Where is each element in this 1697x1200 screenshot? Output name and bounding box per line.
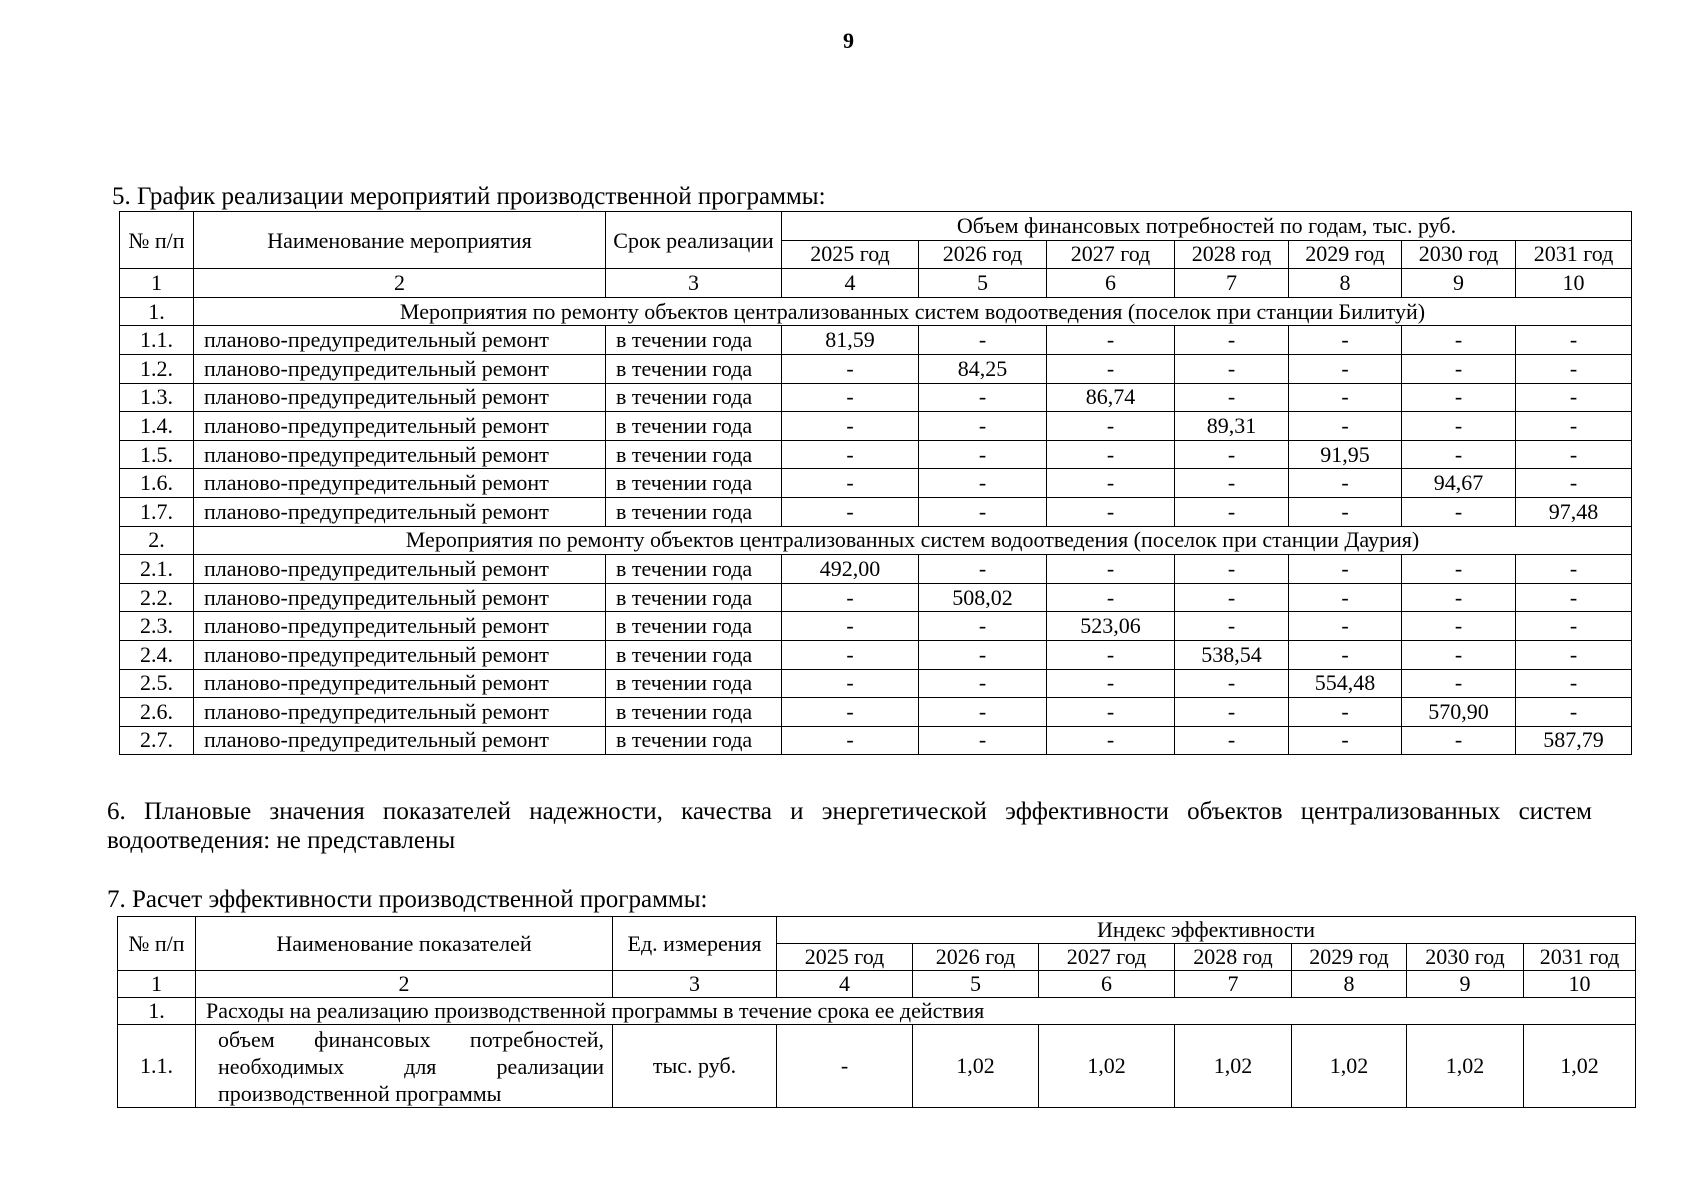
row-num: 2.2. [120,583,194,612]
row-term: в течении года [606,383,782,412]
row-term: в течении года [606,640,782,669]
row-value: - [1516,469,1632,498]
row-name: планово-предупредительный ремонт [194,726,606,755]
row-term: в течении года [606,354,782,383]
row-value: - [782,412,919,441]
row-value: - [1289,726,1402,755]
row-value: - [1175,326,1289,355]
row-term: в течении года [606,469,782,498]
table-header-row [118,917,1636,944]
row-value: - [1047,440,1175,469]
row-value: - [1289,326,1402,355]
header-year: 2025 год [782,240,919,269]
table-row [120,497,1632,526]
row-value: - [1516,640,1632,669]
row-term: в течении года [606,326,782,355]
row-value: - [1402,640,1516,669]
schedule-table [119,211,1632,755]
column-number: 1 [120,269,194,298]
row-value: - [1402,583,1516,612]
row-value: - [1175,612,1289,641]
table-row [120,412,1632,441]
page-number: 9 [843,28,854,53]
column-number: 5 [919,269,1047,298]
column-number: 7 [1175,971,1292,998]
row-value: 86,74 [1047,383,1175,412]
row-value: - [1289,469,1402,498]
row-value: - [782,726,919,755]
column-number: 7 [1175,269,1289,298]
header-year: 2025 год [777,944,913,971]
row-value: 554,48 [1289,669,1402,698]
efficiency-table [117,916,1636,1108]
group-num: 1. [118,998,196,1025]
row-value: - [1289,383,1402,412]
column-number: 8 [1292,971,1407,998]
table-row [120,326,1632,355]
row-value: - [1175,583,1289,612]
header-name: Наименование показателей [196,917,613,971]
header-year: 2026 год [919,240,1047,269]
row-name: планово-предупредительный ремонт [194,326,606,355]
row-value: - [1289,354,1402,383]
row-value: 91,95 [1289,440,1402,469]
row-value: 570,90 [1402,698,1516,727]
row-value: - [1047,326,1175,355]
row-value: - [919,612,1047,641]
row-term: в течении года [606,497,782,526]
row-value: - [1175,726,1289,755]
row-num: 2.4. [120,640,194,669]
row-value: - [782,612,919,641]
row-num: 1.1. [118,1025,196,1108]
row-value: - [1175,383,1289,412]
row-value: - [1289,412,1402,441]
row-value: - [1402,326,1516,355]
row-value: 1,02 [1524,1025,1636,1108]
section-7-heading: 7. Расчет эффективности производственной программы: [107,886,708,913]
table-row [118,1025,1636,1108]
row-value: - [1047,698,1175,727]
row-value: 1,02 [1407,1025,1524,1108]
row-value: - [1516,555,1632,584]
row-name: планово-предупредительный ремонт [194,555,606,584]
row-num: 2.6. [120,698,194,727]
row-num: 1.3. [120,383,194,412]
header-year: 2028 год [1175,944,1292,971]
row-value: - [1289,698,1402,727]
row-value: - [782,354,919,383]
row-value: - [1402,497,1516,526]
column-number: 3 [613,971,777,998]
header-year: 2031 год [1524,944,1636,971]
row-value: - [919,640,1047,669]
row-value: - [1516,383,1632,412]
column-number: 3 [606,269,782,298]
table-row [120,698,1632,727]
group-title: Мероприятия по ремонту объектов централизованных систем водоотведения (поселок при станции Билитуй) [194,297,1632,326]
row-term: в течении года [606,698,782,727]
row-term: в течении года [606,555,782,584]
column-number: 2 [196,971,613,998]
row-value: - [1047,412,1175,441]
table-row [120,440,1632,469]
row-value: - [919,669,1047,698]
row-name: планово-предупредительный ремонт [194,669,606,698]
row-value: - [782,640,919,669]
row-value: - [1516,612,1632,641]
group-row [118,998,1636,1025]
row-value: - [782,383,919,412]
row-term: в течении года [606,726,782,755]
header-year: 2030 год [1402,240,1516,269]
row-value: - [777,1025,913,1108]
table-row [120,612,1632,641]
table-header-row [120,212,1632,241]
row-value: 1,02 [913,1025,1039,1108]
table-row [120,669,1632,698]
row-value: - [919,497,1047,526]
column-number: 6 [1047,269,1175,298]
row-value: - [1175,440,1289,469]
row-num: 1.1. [120,326,194,355]
row-value: - [1047,354,1175,383]
row-value: 508,02 [919,583,1047,612]
row-value: - [1047,469,1175,498]
row-value: - [1175,698,1289,727]
row-value: - [919,469,1047,498]
row-term: в течении года [606,612,782,641]
row-value: - [782,698,919,727]
header-year: 2031 год [1516,240,1632,269]
row-value: - [1402,726,1516,755]
row-value: - [1516,440,1632,469]
row-value: - [919,698,1047,727]
column-number: 10 [1516,269,1632,298]
row-value: - [1402,354,1516,383]
column-number: 6 [1039,971,1175,998]
row-value: - [1516,326,1632,355]
row-name: планово-предупредительный ремонт [194,583,606,612]
table-row [120,383,1632,412]
row-value: - [1289,583,1402,612]
row-name: планово-предупредительный ремонт [194,640,606,669]
table-row [120,555,1632,584]
row-term: в течении года [606,440,782,469]
row-value: 538,54 [1175,640,1289,669]
row-value: 89,31 [1175,412,1289,441]
row-value: - [1289,640,1402,669]
row-value: 84,25 [919,354,1047,383]
table-row [120,726,1632,755]
row-name: планово-предупредительный ремонт [194,354,606,383]
row-value: 492,00 [782,555,919,584]
row-value: 1,02 [1175,1025,1292,1108]
row-value: - [919,383,1047,412]
header-year: 2028 год [1175,240,1289,269]
row-value: - [1289,497,1402,526]
column-number: 10 [1524,971,1636,998]
header-year: 2027 год [1039,944,1175,971]
header-num: № п/п [118,917,196,971]
group-title: Мероприятия по ремонту объектов централизованных систем водоотведения (поселок при станции Даурия) [194,526,1632,555]
row-value: - [782,440,919,469]
row-value: - [1175,497,1289,526]
row-value: - [1516,354,1632,383]
row-value: - [1175,469,1289,498]
row-value: 1,02 [1039,1025,1175,1108]
table-row [120,583,1632,612]
group-title: Расходы на реализацию производственной программы в течение срока ее действия [196,998,1636,1025]
column-number-row [118,971,1636,998]
row-term: в течении года [606,583,782,612]
row-value: 587,79 [1516,726,1632,755]
header-unit: Ед. измерения [613,917,777,971]
row-name: планово-предупредительный ремонт [194,698,606,727]
row-name: объем финансовых потребностей, необходимых для реализации производственной программы [196,1025,613,1108]
row-name: планово-предупредительный ремонт [194,612,606,641]
row-term: в течении года [606,412,782,441]
row-value: - [919,726,1047,755]
row-num: 2.3. [120,612,194,641]
row-value: - [1516,412,1632,441]
header-year: 2029 год [1292,944,1407,971]
row-value: - [1402,669,1516,698]
row-num: 2.7. [120,726,194,755]
header-finance: Объем финансовых потребностей по годам, тыс. руб. [782,212,1632,241]
row-value: - [782,583,919,612]
row-num: 1.6. [120,469,194,498]
row-name: планово-предупредительный ремонт [194,497,606,526]
row-name: планово-предупредительный ремонт [194,383,606,412]
row-value: - [1047,669,1175,698]
column-number: 9 [1407,971,1524,998]
group-row [120,297,1632,326]
header-year: 2030 год [1407,944,1524,971]
row-value: 81,59 [782,326,919,355]
column-number: 9 [1402,269,1516,298]
column-number-row [120,269,1632,298]
row-value: - [1175,669,1289,698]
table-row [120,640,1632,669]
row-value: - [919,326,1047,355]
row-num: 1.5. [120,440,194,469]
column-number: 1 [118,971,196,998]
row-unit: тыс. руб. [613,1025,777,1108]
row-value: - [1047,726,1175,755]
row-value: - [1516,698,1632,727]
row-value: - [1047,555,1175,584]
header-term: Срок реализации [606,212,782,269]
header-year: 2027 год [1047,240,1175,269]
row-value: - [1402,612,1516,641]
group-num: 1. [120,297,194,326]
table-row [120,469,1632,498]
row-value: - [919,412,1047,441]
row-value: - [919,555,1047,584]
column-number: 5 [913,971,1039,998]
row-num: 2.1. [120,555,194,584]
row-value: 97,48 [1516,497,1632,526]
row-value: - [1402,412,1516,441]
row-term: в течении года [606,669,782,698]
header-year: 2029 год [1289,240,1402,269]
row-value: - [1516,583,1632,612]
row-value: - [782,497,919,526]
row-name: планово-предупредительный ремонт [194,469,606,498]
column-number: 4 [782,269,919,298]
row-value: - [1402,383,1516,412]
header-year: 2026 год [913,944,1039,971]
row-value: - [1175,354,1289,383]
row-value: - [919,440,1047,469]
group-row [120,526,1632,555]
row-value: - [1402,555,1516,584]
row-value: - [1047,583,1175,612]
row-value: 523,06 [1047,612,1175,641]
group-num: 2. [120,526,194,555]
row-value: - [1402,440,1516,469]
row-num: 1.7. [120,497,194,526]
column-number: 2 [194,269,606,298]
row-num: 1.2. [120,354,194,383]
row-name: планово-предупредительный ремонт [194,440,606,469]
header-num: № п/п [120,212,194,269]
row-value: - [1289,612,1402,641]
column-number: 8 [1289,269,1402,298]
row-num: 2.5. [120,669,194,698]
row-value: - [1516,669,1632,698]
row-value: - [1289,555,1402,584]
row-value: - [1047,640,1175,669]
section-5-heading: 5. График реализации мероприятий производственной программы: [112,183,826,210]
row-name: планово-предупредительный ремонт [194,412,606,441]
row-value: - [782,469,919,498]
header-index: Индекс эффективности [777,917,1636,944]
row-value: - [1175,555,1289,584]
row-value: - [782,669,919,698]
section-6-text: 6. Плановые значения показателей надежности, качества и энергетической эффективности объектов централизованных систем водоотведения: не представлены [107,798,1592,854]
table-row [120,354,1632,383]
row-value: - [1047,497,1175,526]
row-num: 1.4. [120,412,194,441]
header-name: Наименование мероприятия [194,212,606,269]
row-value: 1,02 [1292,1025,1407,1108]
column-number: 4 [777,971,913,998]
row-value: 94,67 [1402,469,1516,498]
